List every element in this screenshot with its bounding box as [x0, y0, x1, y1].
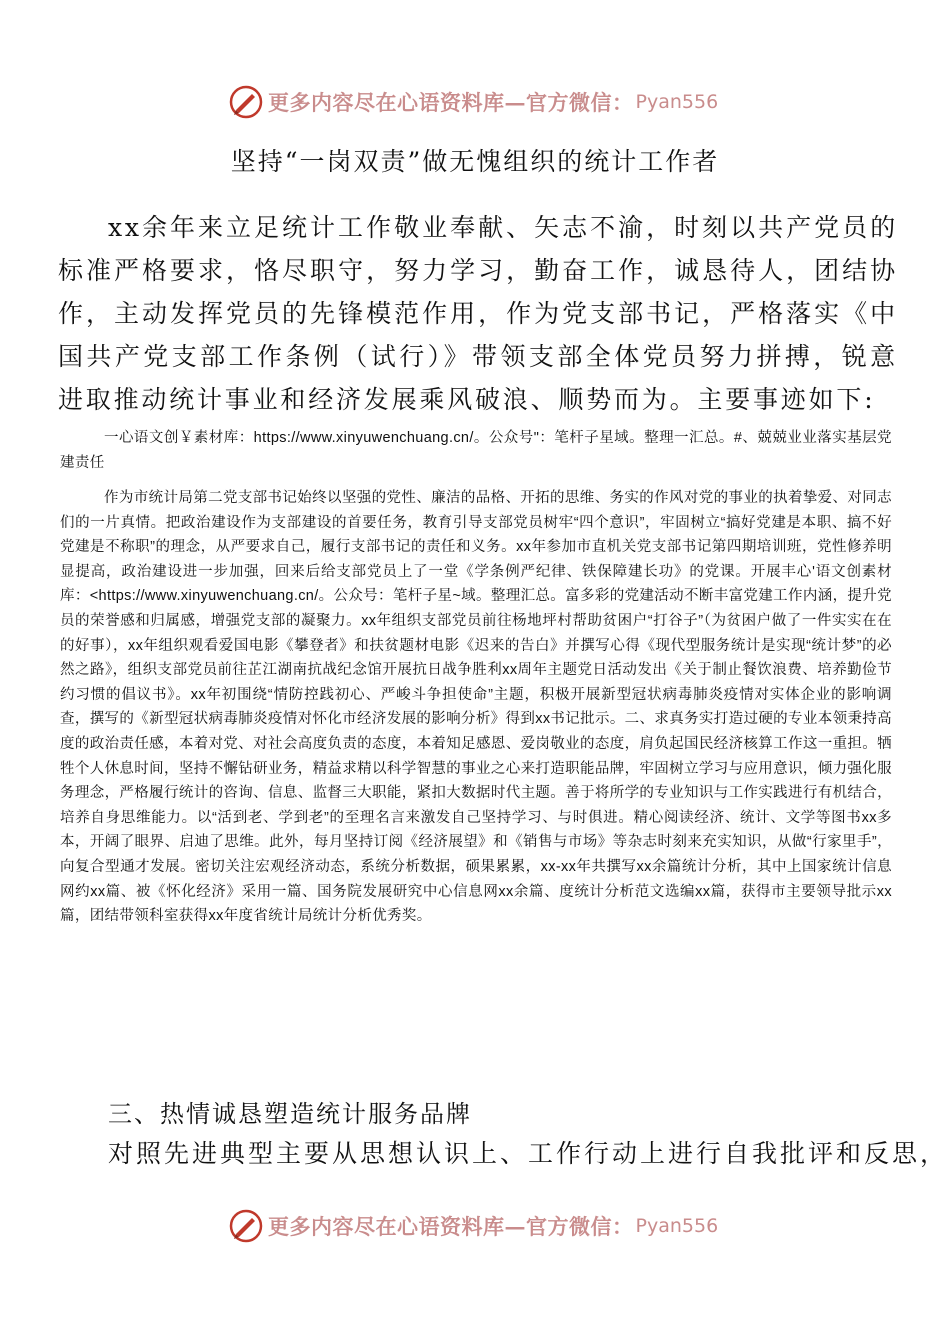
closing-line: 对照先进典型主要从思想认识上、工作行动上进行自我批评和反思， — [108, 1139, 949, 1168]
body-paragraph-2: 作为市统计局第二党支部书记始终以坚强的党性、廉洁的品格、开拓的思维、务实的作风对党的事业的执着挚爱、对同志们的一片真情。把政治建设作为支部建设的首要任务，教育引导支部党员树牢“四个意识”，牢固树立“搞好党建是本职、搞不好党建是不称职”的理念，从严要求自己，履行支部书记的责任和义务。xx年参加市直机关党支部书记第四期培训班，党性修养明显提高，政治建设进一步加强，回来后给支部党员上了一堂《学条例严纪律、铁保障建长功》的党课。开展丰心'语文创素材库：<https://www.xinyuwenchuang.cn/。公众号：笔杆子星~域。整理汇总。富多彩的党建活动不断丰富党建工作内涵，提升党员的荣誉感和归属感，增强党支部的凝聚力。xx年组织支部党员前往杨地坪村帮助贫困户“打谷子”（为贫困户做了一件实实在在的好事），xx年组织观看爱国电影《攀登者》和扶贫题材电影《迟来的告白》并撰写心得《现代型服务统计是实现“统计梦”的必然之路》，组织支部党员前往芷江湖南抗战纪念馆开展抗日战争胜利xx周年主题党日活动发出《关于制止餐饮浪费、培养勤俭节约习惯的倡议书》。xx年初围绕“情防控践初心、严峻斗争担使命”主题，积极开展新型冠状病毒肺炎疫情对实体企业的影响调查，撰写的《新型冠状病毒肺炎疫情对怀化市经济发展的影响分析》得到xx书记批示。二、求真务实打造过硬的专业本领秉持高度的政治责任感，本着对党、对社会高度负责的态度，本着知足感恩、爱岗敬业的态度，肩负起国民经济核算工作这一重担。牺牲个人休息时间，坚持不懈钻研业务，精益求精以科学智慧的事业之心来打造职能品牌，牢固树立学习与应用意识，倾力强化服务理念，严格履行统计的咨询、信息、监督三大职能，紧扣大数据时代主题。善于将所学的专业知识与工作实践进行有机结合，培养自身思维能力。以“活到老、学到老”的至理名言来激发自己坚持学习、与时俱进。精心阅读经济、统计、文学等图书xx多本，开阔了眼界、启迪了思维。此外，每月坚持订阅《经济展望》和《销售与市场》等杂志时刻来充实知识，从做“行家里手”，向复合型通才发展。密切关注宏观经济动态，系统分析数据，硕果累累，xx-xx年共撰写xx余篇统计分析，其中上国家统计信息网约xx篇、被《怀化经济》采用一篇、国务院发展研究中心信息网xx余篇、度统计分析范文选编xx篇，获得市主要领导批示xx篇，团结带领科室获得xx年度省统计局统计分析优秀奖。 — [60, 490, 892, 925]
footer-banner-text: 更多内容尽在心语资料库—官方微信： — [268, 1214, 634, 1239]
section-heading: 三、热情诚恳塑造统计服务品牌 — [108, 1100, 472, 1128]
footer-banner — [228, 1206, 748, 1246]
document-title: 坚持“一岗双责”做无愧组织的统计工作者 — [230, 147, 720, 176]
pen-logo-icon — [228, 1208, 264, 1244]
header-banner — [228, 82, 748, 122]
header-banner-text: 更多内容尽在心语资料库—官方微信： — [268, 90, 634, 115]
header-banner-wechat-id: Pyan556 — [635, 91, 719, 113]
body-paragraph-1: 一心语文创￥素材库：https://www.xinyuwenchuang.cn/。公众号"：笔杆子星域。整理一汇总。#、兢兢业业落实基层党建责任 — [60, 430, 892, 471]
pen-logo-icon — [228, 84, 264, 120]
lead-paragraph: xx余年来立足统计工作敬业奉献、矢志不渝，时刻以共产党员的标准严格要求，恪尽职守，努力学习，勤奋工作，诚恳待人，团结协作，主动发挥党员的先锋模范作用，作为党支部书记，严格落实《中国共产党支部工作条例（试行）》带领支部全体党员努力拼搏，锐意进取推动统计事业和经济发展乘风破浪、顺势而为。主要事迹如下: — [58, 213, 898, 414]
footer-banner-wechat-id: Pyan556 — [635, 1215, 719, 1237]
